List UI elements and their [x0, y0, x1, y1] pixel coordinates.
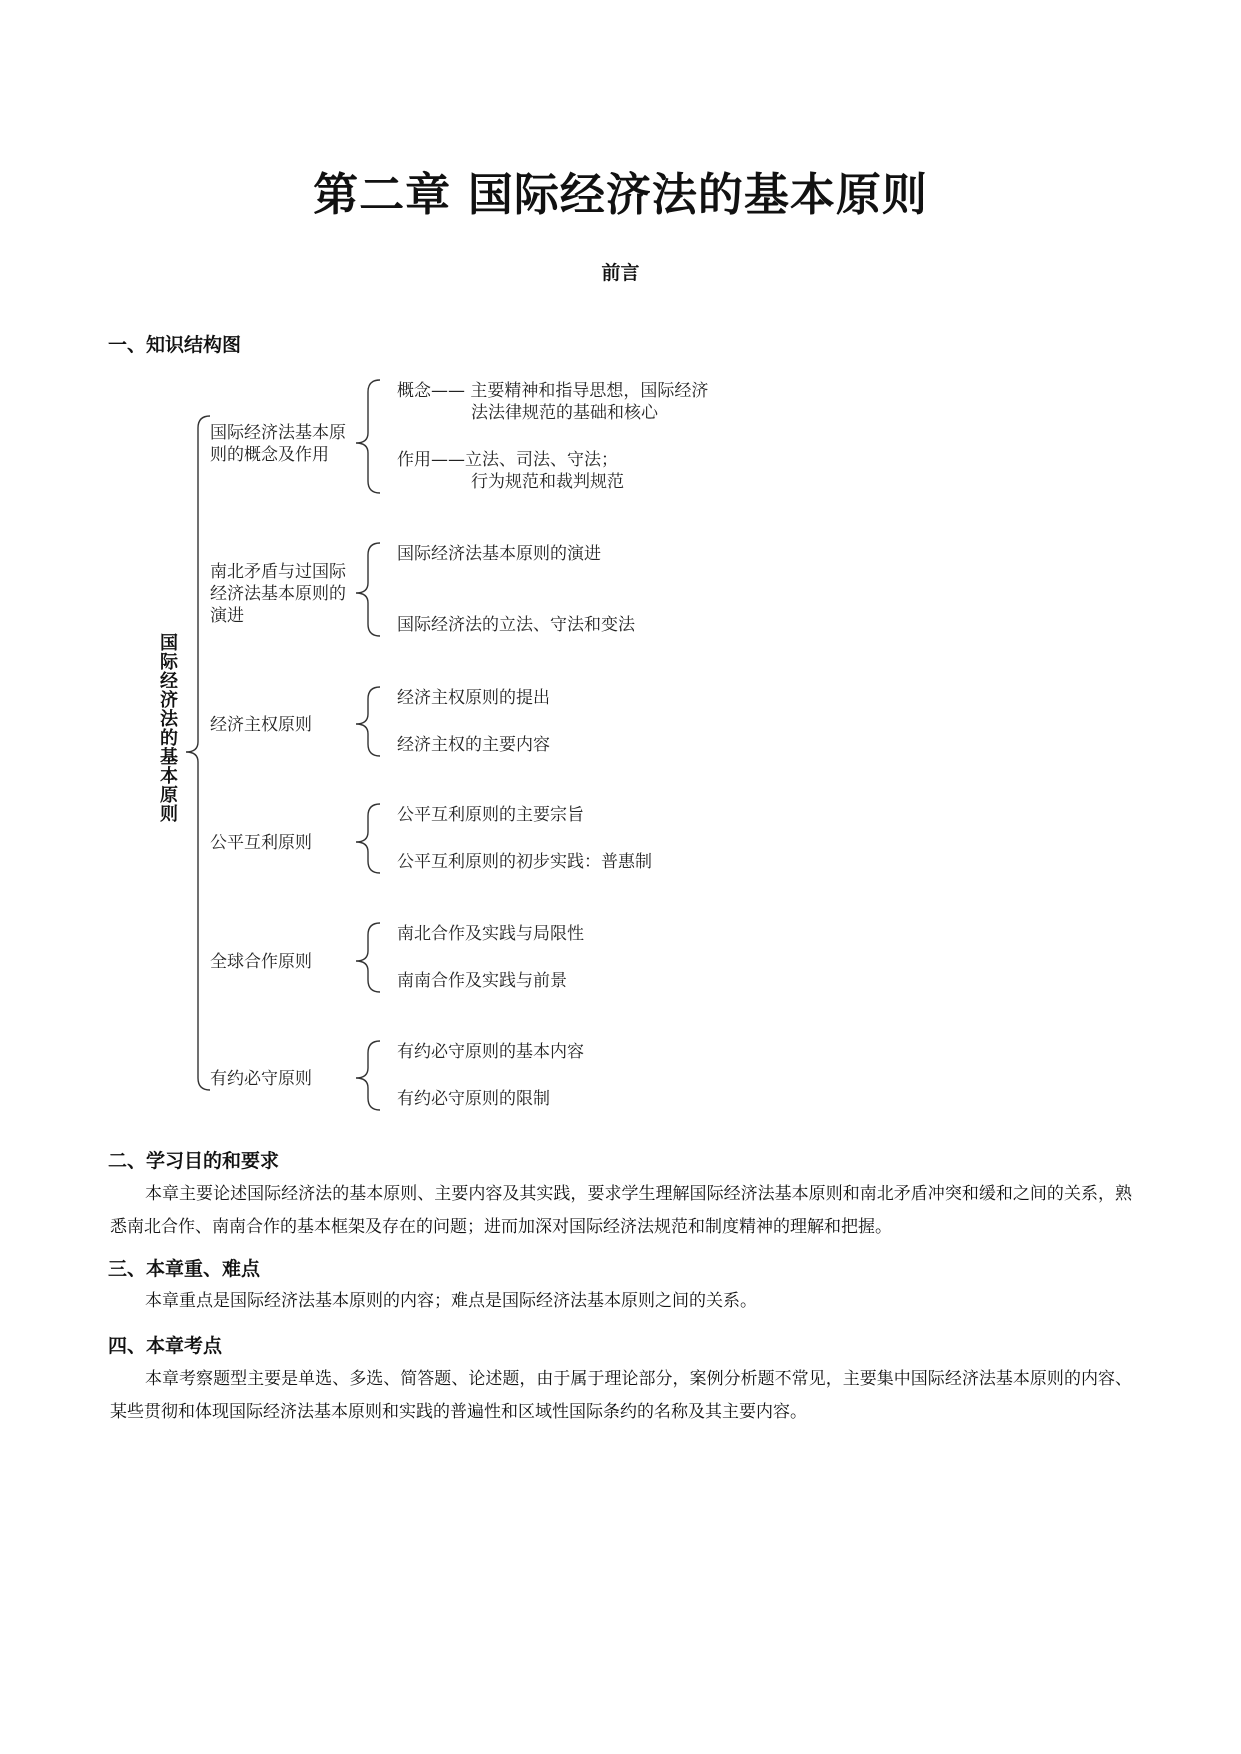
leaf-label: 公平互利原则的初步实践：普惠制 — [397, 852, 652, 872]
branch-brace — [356, 923, 380, 992]
key-points-heading: 三、本章重、难点 — [108, 1258, 261, 1280]
exam-points-heading: 四、本章考点 — [108, 1335, 223, 1357]
leaf-label: 南南合作及实践与前景 — [397, 971, 567, 991]
branch-label: 全球合作原则 — [210, 952, 312, 972]
leaf-label: 有约必守原则的基本内容 — [397, 1042, 584, 1062]
page-subtitle: 前言 — [601, 262, 640, 284]
goals-heading: 二、学习目的和要求 — [108, 1150, 280, 1172]
leaf-label: 国际经济法的立法、守法和变法 — [397, 615, 635, 635]
leaf-label: 有约必守原则的限制 — [397, 1089, 550, 1109]
leaf-label: 经济主权的主要内容 — [397, 735, 550, 755]
leaf-label: 公平互利原则的主要宗旨 — [397, 805, 584, 825]
root-brace — [186, 416, 210, 1090]
knowledge-map-heading: 一、知识结构图 — [108, 334, 242, 356]
root-node-label: 国际经济法的基本原则 — [160, 633, 178, 825]
leaf-label: 国际经济法基本原则的演进 — [397, 544, 601, 564]
branch-label: 经济主权原则 — [210, 715, 312, 735]
leaf-label: 南北合作及实践与局限性 — [397, 924, 584, 944]
branch-brace — [356, 687, 380, 756]
exam-points-paragraph: 本章考察题型主要是单选、多选、简答题、论述题，由于属于理论部分，案例分析题不常见，主要集中国际经济法基本原则的内容、某些贯彻和体现国际经济法基本原则和实践的普遍性和区域性国际条约的名称及其主要内容。 — [110, 1369, 1132, 1422]
branch-label: 公平互利原则 — [210, 833, 312, 853]
leaf-label: 概念—— 主要精神和指导思想，国际经济法法律规范的基础和核心 — [397, 381, 709, 423]
key-points-paragraph: 本章重点是国际经济法基本原则的内容；难点是国际经济法基本原则之间的关系。 — [145, 1291, 757, 1311]
branch-label: 有约必守原则 — [210, 1069, 312, 1089]
branch-brace — [356, 380, 380, 493]
goals-paragraph: 本章主要论述国际经济法的基本原则、主要内容及其实践，要求学生理解国际经济法基本原则和南北矛盾冲突和缓和之间的关系，熟悉南北合作、南南合作的基本框架及存在的问题；进而加深对国际经济法规范和制度精神的理解和把握。 — [110, 1184, 1132, 1237]
leaf-label: 作用——立法、司法、守法；行为规范和裁判规范 — [397, 450, 624, 492]
leaf-label: 经济主权原则的提出 — [397, 688, 550, 708]
branch-brace — [356, 804, 380, 873]
branch-label: 南北矛盾与过国际经济法基本原则的演进 — [210, 562, 346, 626]
page-title: 第二章 国际经济法的基本原则 — [313, 168, 928, 221]
branch-brace — [356, 543, 380, 636]
branch-label: 国际经济法基本原则的概念及作用 — [210, 423, 346, 465]
branch-brace — [356, 1041, 380, 1110]
